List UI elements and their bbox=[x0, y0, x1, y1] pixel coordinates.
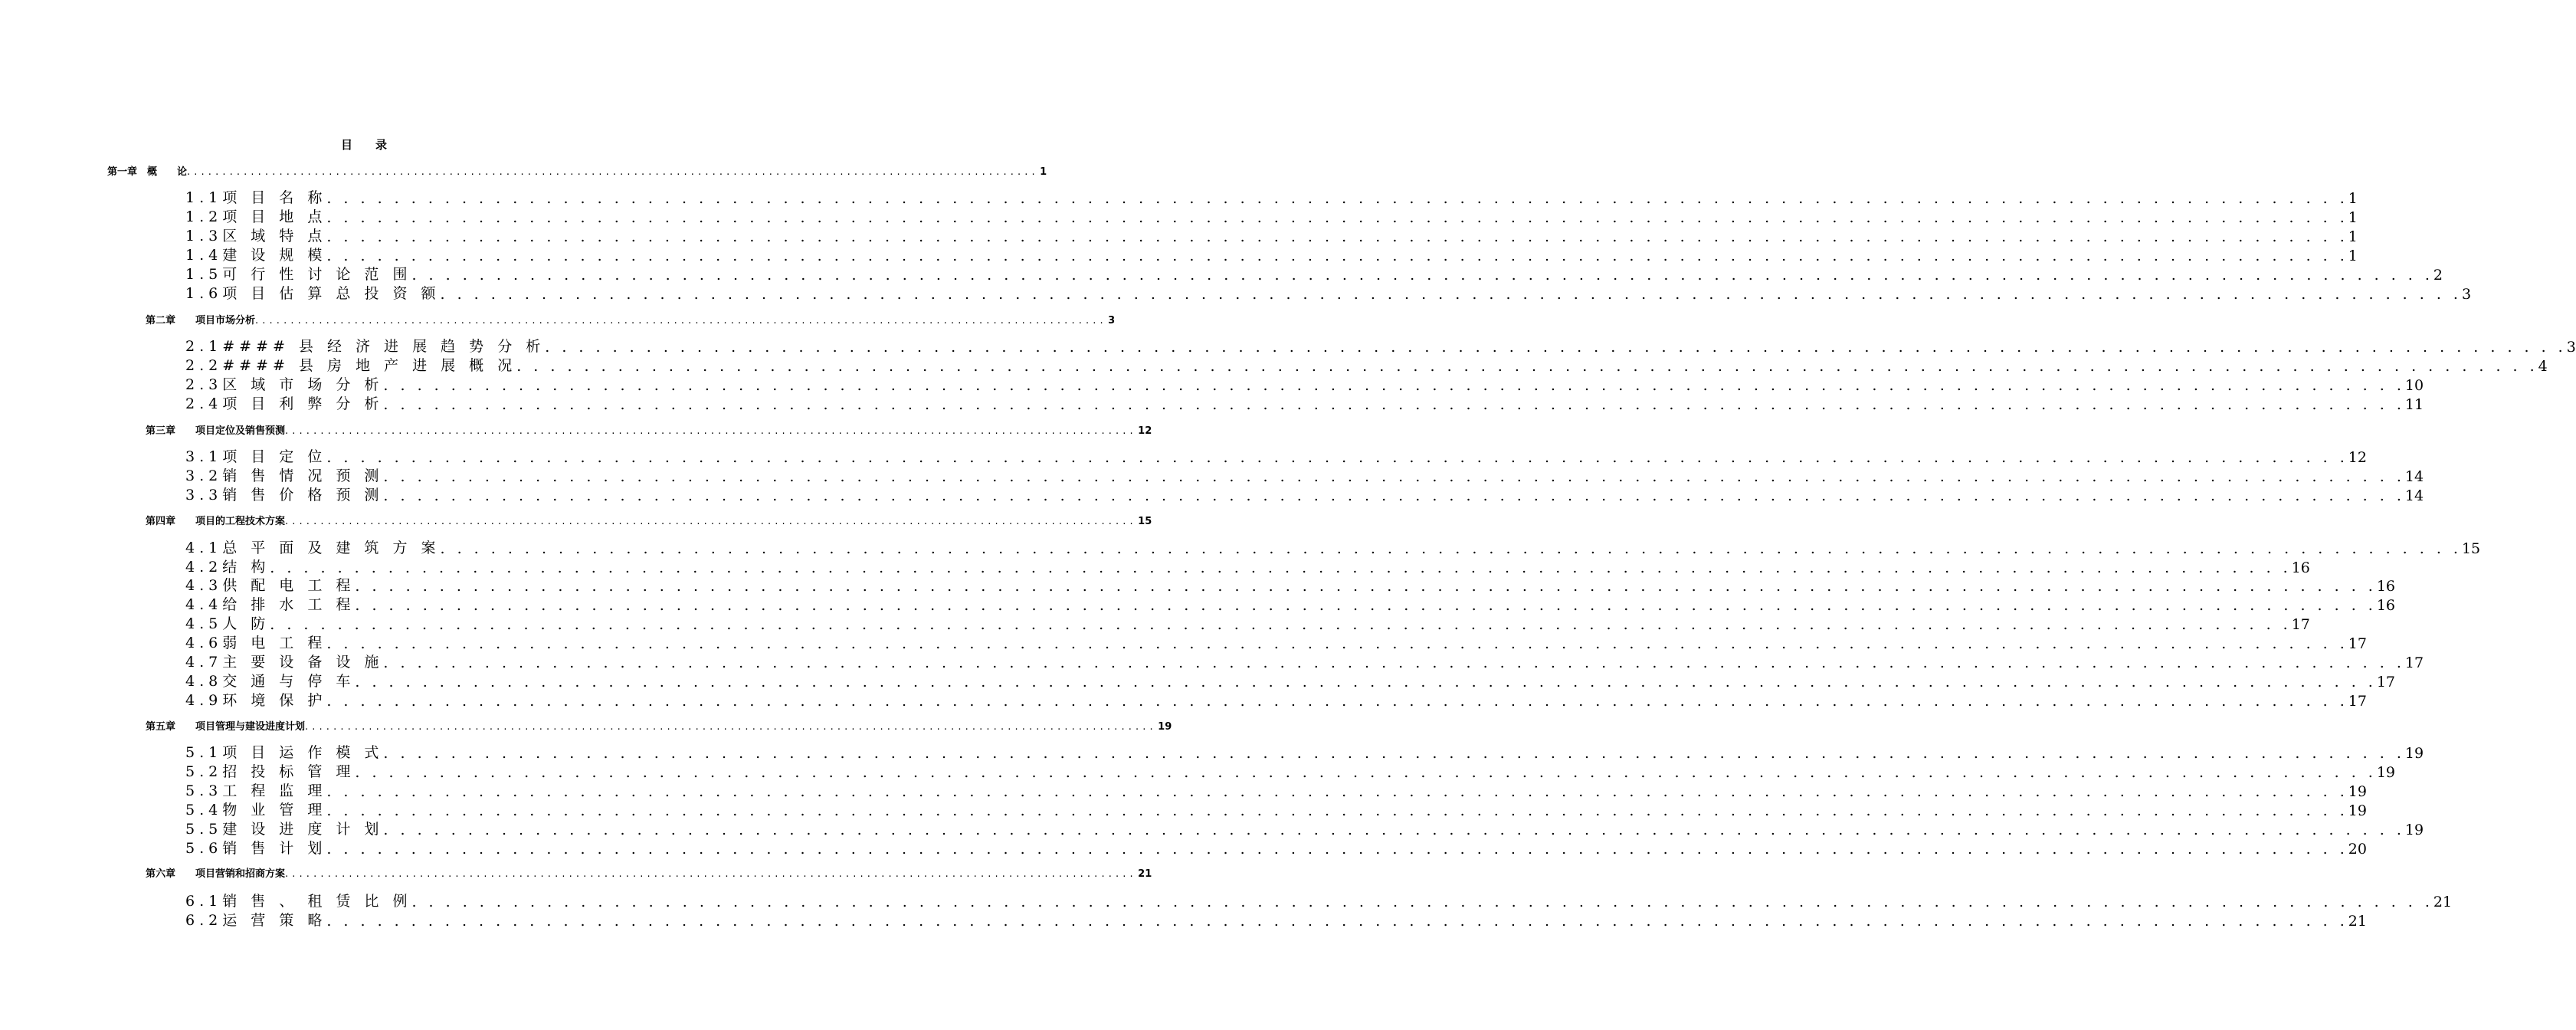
toc-section-entry[interactable] bbox=[185, 801, 2367, 819]
section-page-number: 17 bbox=[2404, 654, 2424, 671]
section-title: 5.1项 目 运 作 模 式 bbox=[185, 744, 384, 761]
dot-leader: . . . . . . . . . . . . . . . . . . . . . . . . . . . . . . . . . . . . . . . . . . . . . . . . . . . . . . . . . . . . . . . . . . . . . . . . . . . . . . . . . . . . . . . . . . . . . . . . . . . . . . . . . . . . . . . . . . . . . . . . bbox=[516, 358, 2538, 375]
chapter-page-number: 12 bbox=[1138, 425, 1152, 437]
dot-leader: . . . . . . . . . . . . . . . . . . . . . . . . . . . . . . . . . . . . . . . . . . . . . . . . . . . . . . . . . . . . . . . . . . . . . . . . . . . . . . . . . . . . . . . . . . . . . . . . . . . . . . . . . . . . . . . . . . . . . . . . bbox=[270, 559, 2292, 576]
toc-section-entry[interactable] bbox=[185, 820, 2424, 838]
toc-section-entry[interactable] bbox=[185, 763, 2396, 781]
section-page-number: 1 bbox=[2348, 248, 2358, 264]
dot-leader: . . . . . . . . . . . . . . . . . . . . . . . . . . . . . . . . . . . . . . . . . . . . . . . . . . . . . . . . . . . . . . . . . . . . . . . . . . . . . . . . . . . . . . . . . . . . . . . . . . . . . . . . . . . . . . . . . . . . . . . . bbox=[305, 721, 1154, 733]
toc-title: 目 录 bbox=[340, 138, 387, 152]
toc-chapter-entry[interactable] bbox=[146, 864, 1152, 880]
dot-leader: . . . . . . . . . . . . . . . . . . . . . . . . . . . . . . . . . . . . . . . . . . . . . . . . . . . . . . . . . . . . . . . . . . . . . . . . . . . . . . . . . . . . . . . . . . . . . . . . . . . . . . . . . . . . . . . . . . . . . . . . bbox=[326, 783, 2348, 800]
chapter-title: 第四章 项目的工程技术方案 bbox=[146, 516, 286, 527]
chapter-page-number: 3 bbox=[1108, 315, 1116, 326]
dot-leader: . . . . . . . . . . . . . . . . . . . . . . . . . . . . . . . . . . . . . . . . . . . . . . . . . . . . . . . . . . . . . . . . . . . . . . . . . . . . . . . . . . . . . . . . . . . . . . . . . . . . . . . . . . . . . . . . . . . . . . . . bbox=[411, 894, 2433, 910]
section-page-number: 1 bbox=[2348, 209, 2358, 226]
section-page-number: 21 bbox=[2348, 913, 2367, 930]
section-title: 2.1#### 县 经 济 进 展 趋 势 分 析 bbox=[185, 338, 546, 355]
section-page-number: 1 bbox=[2348, 190, 2358, 207]
toc-section-entry[interactable] bbox=[185, 839, 2367, 858]
section-title: 1.2项 目 地 点 bbox=[185, 208, 327, 225]
section-page-number: 16 bbox=[2291, 559, 2310, 576]
toc-section-entry[interactable] bbox=[185, 653, 2424, 671]
section-page-number: 21 bbox=[2433, 894, 2453, 910]
section-title: 4.4给 排 水 工 程 bbox=[185, 596, 356, 613]
section-title: 3.2销 售 情 况 预 测 bbox=[185, 467, 384, 484]
toc-chapter-entry[interactable] bbox=[146, 422, 1152, 437]
section-page-number: 19 bbox=[2348, 802, 2367, 819]
toc-section-entry[interactable] bbox=[185, 376, 2424, 394]
section-page-number: 14 bbox=[2404, 487, 2424, 504]
chapter-title: 第六章 项目营销和招商方案 bbox=[146, 868, 286, 880]
chapter-page-number: 15 bbox=[1138, 516, 1152, 527]
chapter-page-number: 19 bbox=[1158, 721, 1172, 733]
toc-section-entry[interactable] bbox=[185, 691, 2367, 710]
section-page-number: 17 bbox=[2348, 693, 2367, 710]
chapter-title: 第三章 项目定位及销售预测 bbox=[146, 425, 286, 437]
section-page-number: 11 bbox=[2404, 396, 2424, 413]
dot-leader: . . . . . . . . . . . . . . . . . . . . . . . . . . . . . . . . . . . . . . . . . . . . . . . . . . . . . . . . . . . . . . . . . . . . . . . . . . . . . . . . . . . . . . . . . . . . . . . . . . . . . . . . . . . . . . . . . . . . . . . . bbox=[326, 802, 2348, 819]
dot-leader: . . . . . . . . . . . . . . . . . . . . . . . . . . . . . . . . . . . . . . . . . . . . . . . . . . . . . . . . . . . . . . . . . . . . . . . . . . . . . . . . . . . . . . . . . . . . . . . . . . . . . . . . . . . . . . . . . . . . . . . . bbox=[270, 616, 2292, 633]
dot-leader: . . . . . . . . . . . . . . . . . . . . . . . . . . . . . . . . . . . . . . . . . . . . . . . . . . . . . . . . . . . . . . . . . . . . . . . . . . . . . . . . . . . . . . . . . . . . . . . . . . . . . . . . . . . . . . . . . . . . . . . . bbox=[545, 339, 2567, 356]
section-title: 1.1项 目 名 称 bbox=[185, 189, 327, 206]
chapter-page-number: 21 bbox=[1138, 868, 1152, 880]
dot-leader: . . . . . . . . . . . . . . . . . . . . . . . . . . . . . . . . . . . . . . . . . . . . . . . . . . . . . . . . . . . . . . . . . . . . . . . . . . . . . . . . . . . . . . . . . . . . . . . . . . . . . . . . . . . . . . . . . . . . . . . . bbox=[355, 597, 2377, 614]
dot-leader: . . . . . . . . . . . . . . . . . . . . . . . . . . . . . . . . . . . . . . . . . . . . . . . . . . . . . . . . . . . . . . . . . . . . . . . . . . . . . . . . . . . . . . . . . . . . . . . . . . . . . . . . . . . . . . . . . . . . . . . . bbox=[383, 487, 2405, 504]
toc-section-entry[interactable] bbox=[185, 208, 2358, 226]
section-title: 4.6弱 电 工 程 bbox=[185, 635, 327, 651]
toc-section-entry[interactable] bbox=[185, 911, 2367, 930]
toc-section-entry[interactable] bbox=[185, 539, 2481, 557]
section-page-number: 19 bbox=[2404, 745, 2424, 762]
toc-section-entry[interactable] bbox=[185, 672, 2396, 690]
section-title: 5.5建 设 进 度 计 划 bbox=[185, 821, 384, 838]
dot-leader: . . . . . . . . . . . . . . . . . . . . . . . . . . . . . . . . . . . . . . . . . . . . . . . . . . . . . . . . . . . . . . . . . . . . . . . . . . . . . . . . . . . . . . . . . . . . . . . . . . . . . . . . . . . . . . . . . . . . . . . . bbox=[355, 674, 2377, 690]
dot-leader: . . . . . . . . . . . . . . . . . . . . . . . . . . . . . . . . . . . . . . . . . . . . . . . . . . . . . . . . . . . . . . . . . . . . . . . . . . . . . . . . . . . . . . . . . . . . . . . . . . . . . . . . . . . . . . . . . . . . . . . . bbox=[285, 516, 1134, 527]
dot-leader: . . . . . . . . . . . . . . . . . . . . . . . . . . . . . . . . . . . . . . . . . . . . . . . . . . . . . . . . . . . . . . . . . . . . . . . . . . . . . . . . . . . . . . . . . . . . . . . . . . . . . . . . . . . . . . . . . . . . . . . . bbox=[326, 228, 2348, 245]
section-title: 1.6项 目 估 算 总 投 资 额 bbox=[185, 285, 441, 302]
toc-section-entry[interactable] bbox=[185, 615, 2310, 633]
dot-leader: . . . . . . . . . . . . . . . . . . . . . . . . . . . . . . . . . . . . . . . . . . . . . . . . . . . . . . . . . . . . . . . . . . . . . . . . . . . . . . . . . . . . . . . . . . . . . . . . . . . . . . . . . . . . . . . . . . . . . . . . bbox=[411, 267, 2433, 284]
dot-leader: . . . . . . . . . . . . . . . . . . . . . . . . . . . . . . . . . . . . . . . . . . . . . . . . . . . . . . . . . . . . . . . . . . . . . . . . . . . . . . . . . . . . . . . . . . . . . . . . . . . . . . . . . . . . . . . . . . . . . . . . bbox=[326, 190, 2348, 207]
section-title: 2.2#### 县 房 地 产 进 展 概 况 bbox=[185, 357, 517, 374]
toc-section-entry[interactable] bbox=[185, 227, 2358, 245]
dot-leader: . . . . . . . . . . . . . . . . . . . . . . . . . . . . . . . . . . . . . . . . . . . . . . . . . . . . . . . . . . . . . . . . . . . . . . . . . . . . . . . . . . . . . . . . . . . . . . . . . . . . . . . . . . . . . . . . . . . . . . . . bbox=[355, 578, 2377, 595]
toc-section-entry[interactable] bbox=[185, 595, 2396, 614]
section-title: 3.3销 售 价 格 预 测 bbox=[185, 487, 384, 504]
section-page-number: 16 bbox=[2376, 578, 2396, 595]
section-page-number: 17 bbox=[2376, 674, 2396, 690]
section-title: 4.1总 平 面 及 建 筑 方 案 bbox=[185, 540, 441, 556]
section-page-number: 19 bbox=[2376, 764, 2396, 781]
toc-section-entry[interactable] bbox=[185, 284, 2472, 303]
dot-leader: . . . . . . . . . . . . . . . . . . . . . . . . . . . . . . . . . . . . . . . . . . . . . . . . . . . . . . . . . . . . . . . . . . . . . . . . . . . . . . . . . . . . . . . . . . . . . . . . . . . . . . . . . . . . . . . . . . . . . . . . bbox=[440, 286, 2462, 303]
chapter-title: 第一章 概 论 bbox=[107, 166, 188, 178]
dot-leader: . . . . . . . . . . . . . . . . . . . . . . . . . . . . . . . . . . . . . . . . . . . . . . . . . . . . . . . . . . . . . . . . . . . . . . . . . . . . . . . . . . . . . . . . . . . . . . . . . . . . . . . . . . . . . . . . . . . . . . . . bbox=[326, 209, 2348, 226]
toc-section-entry[interactable] bbox=[185, 356, 2548, 375]
section-title: 6.2运 营 策 略 bbox=[185, 912, 327, 929]
chapter-title: 第五章 项目管理与建设进度计划 bbox=[146, 721, 306, 733]
section-title: 2.4项 目 利 弊 分 析 bbox=[185, 395, 384, 412]
toc-section-entry[interactable] bbox=[185, 743, 2424, 762]
section-page-number: 14 bbox=[2404, 468, 2424, 485]
section-page-number: 1 bbox=[2348, 228, 2358, 245]
dot-leader: . . . . . . . . . . . . . . . . . . . . . . . . . . . . . . . . . . . . . . . . . . . . . . . . . . . . . . . . . . . . . . . . . . . . . . . . . . . . . . . . . . . . . . . . . . . . . . . . . . . . . . . . . . . . . . . . . . . . . . . . bbox=[383, 745, 2405, 762]
dot-leader: . . . . . . . . . . . . . . . . . . . . . . . . . . . . . . . . . . . . . . . . . . . . . . . . . . . . . . . . . . . . . . . . . . . . . . . . . . . . . . . . . . . . . . . . . . . . . . . . . . . . . . . . . . . . . . . . . . . . . . . . bbox=[383, 468, 2405, 485]
section-page-number: 15 bbox=[2461, 540, 2481, 557]
dot-leader: . . . . . . . . . . . . . . . . . . . . . . . . . . . . . . . . . . . . . . . . . . . . . . . . . . . . . . . . . . . . . . . . . . . . . . . . . . . . . . . . . . . . . . . . . . . . . . . . . . . . . . . . . . . . . . . . . . . . . . . . bbox=[326, 693, 2348, 710]
toc-chapter-entry[interactable] bbox=[146, 717, 1172, 733]
section-title: 6.1销 售 、 租 赁 比 例 bbox=[185, 893, 412, 910]
section-page-number: 20 bbox=[2348, 841, 2367, 858]
toc-section-entry[interactable] bbox=[185, 486, 2424, 504]
dot-leader: . . . . . . . . . . . . . . . . . . . . . . . . . . . . . . . . . . . . . . . . . . . . . . . . . . . . . . . . . . . . . . . . . . . . . . . . . . . . . . . . . . . . . . . . . . . . . . . . . . . . . . . . . . . . . . . . . . . . . . . . bbox=[383, 822, 2405, 838]
section-title: 1.4建 设 规 模 bbox=[185, 247, 327, 264]
toc-chapter-entry[interactable] bbox=[146, 512, 1152, 527]
toc-section-entry[interactable] bbox=[185, 246, 2358, 264]
section-page-number: 2 bbox=[2433, 267, 2443, 284]
dot-leader: . . . . . . . . . . . . . . . . . . . . . . . . . . . . . . . . . . . . . . . . . . . . . . . . . . . . . . . . . . . . . . . . . . . . . . . . . . . . . . . . . . . . . . . . . . . . . . . . . . . . . . . . . . . . . . . . . . . . . . . . bbox=[326, 449, 2348, 466]
section-title: 5.6销 售 计 划 bbox=[185, 840, 327, 857]
section-page-number: 4 bbox=[2538, 358, 2548, 375]
dot-leader: . . . . . . . . . . . . . . . . . . . . . . . . . . . . . . . . . . . . . . . . . . . . . . . . . . . . . . . . . . . . . . . . . . . . . . . . . . . . . . . . . . . . . . . . . . . . . . . . . . . . . . . . . . . . . . . . . . . . . . . . bbox=[440, 540, 2462, 557]
dot-leader: . . . . . . . . . . . . . . . . . . . . . . . . . . . . . . . . . . . . . . . . . . . . . . . . . . . . . . . . . . . . . . . . . . . . . . . . . . . . . . . . . . . . . . . . . . . . . . . . . . . . . . . . . . . . . . . . . . . . . . . . bbox=[187, 166, 1036, 178]
toc-section-entry[interactable] bbox=[185, 265, 2443, 284]
dot-leader: . . . . . . . . . . . . . . . . . . . . . . . . . . . . . . . . . . . . . . . . . . . . . . . . . . . . . . . . . . . . . . . . . . . . . . . . . . . . . . . . . . . . . . . . . . . . . . . . . . . . . . . . . . . . . . . . . . . . . . . . bbox=[255, 315, 1104, 326]
chapter-title: 第二章 项目市场分析 bbox=[146, 315, 256, 326]
section-title: 4.5人 防 bbox=[185, 615, 270, 632]
dot-leader: . . . . . . . . . . . . . . . . . . . . . . . . . . . . . . . . . . . . . . . . . . . . . . . . . . . . . . . . . . . . . . . . . . . . . . . . . . . . . . . . . . . . . . . . . . . . . . . . . . . . . . . . . . . . . . . . . . . . . . . . bbox=[326, 841, 2348, 858]
section-title: 2.3区 域 市 场 分 析 bbox=[185, 376, 384, 393]
dot-leader: . . . . . . . . . . . . . . . . . . . . . . . . . . . . . . . . . . . . . . . . . . . . . . . . . . . . . . . . . . . . . . . . . . . . . . . . . . . . . . . . . . . . . . . . . . . . . . . . . . . . . . . . . . . . . . . . . . . . . . . . bbox=[326, 635, 2348, 652]
dot-leader: . . . . . . . . . . . . . . . . . . . . . . . . . . . . . . . . . . . . . . . . . . . . . . . . . . . . . . . . . . . . . . . . . . . . . . . . . . . . . . . . . . . . . . . . . . . . . . . . . . . . . . . . . . . . . . . . . . . . . . . . bbox=[326, 913, 2348, 930]
toc-section-entry[interactable] bbox=[185, 576, 2396, 595]
dot-leader: . . . . . . . . . . . . . . . . . . . . . . . . . . . . . . . . . . . . . . . . . . . . . . . . . . . . . . . . . . . . . . . . . . . . . . . . . . . . . . . . . . . . . . . . . . . . . . . . . . . . . . . . . . . . . . . . . . . . . . . . bbox=[383, 377, 2405, 394]
chapter-page-number: 1 bbox=[1040, 166, 1047, 178]
toc-section-entry[interactable] bbox=[185, 892, 2453, 910]
section-page-number: 12 bbox=[2348, 449, 2367, 466]
toc-chapter-entry[interactable] bbox=[146, 311, 1116, 326]
section-title: 4.3供 配 电 工 程 bbox=[185, 577, 356, 594]
section-page-number: 3 bbox=[2461, 286, 2472, 303]
toc-section-entry[interactable] bbox=[185, 782, 2367, 800]
section-page-number: 17 bbox=[2348, 635, 2367, 652]
section-title: 3.1项 目 定 位 bbox=[185, 448, 327, 465]
section-page-number: 19 bbox=[2404, 822, 2424, 838]
section-title: 5.2招 投 标 管 理 bbox=[185, 763, 356, 780]
dot-leader: . . . . . . . . . . . . . . . . . . . . . . . . . . . . . . . . . . . . . . . . . . . . . . . . . . . . . . . . . . . . . . . . . . . . . . . . . . . . . . . . . . . . . . . . . . . . . . . . . . . . . . . . . . . . . . . . . . . . . . . . bbox=[383, 396, 2405, 413]
toc-section-entry[interactable] bbox=[185, 189, 2358, 207]
dot-leader: . . . . . . . . . . . . . . . . . . . . . . . . . . . . . . . . . . . . . . . . . . . . . . . . . . . . . . . . . . . . . . . . . . . . . . . . . . . . . . . . . . . . . . . . . . . . . . . . . . . . . . . . . . . . . . . . . . . . . . . . bbox=[326, 248, 2348, 264]
toc-section-entry[interactable] bbox=[185, 634, 2367, 652]
toc-section-entry[interactable] bbox=[185, 395, 2424, 413]
section-title: 4.8交 通 与 停 车 bbox=[185, 673, 356, 690]
section-title: 4.2结 构 bbox=[185, 559, 270, 576]
section-page-number: 16 bbox=[2376, 597, 2396, 614]
dot-leader: . . . . . . . . . . . . . . . . . . . . . . . . . . . . . . . . . . . . . . . . . . . . . . . . . . . . . . . . . . . . . . . . . . . . . . . . . . . . . . . . . . . . . . . . . . . . . . . . . . . . . . . . . . . . . . . . . . . . . . . . bbox=[285, 868, 1134, 880]
toc-section-entry[interactable] bbox=[185, 467, 2424, 485]
toc-section-entry[interactable] bbox=[185, 337, 2576, 356]
toc-section-entry[interactable] bbox=[185, 448, 2367, 466]
section-page-number: 19 bbox=[2348, 783, 2367, 800]
dot-leader: . . . . . . . . . . . . . . . . . . . . . . . . . . . . . . . . . . . . . . . . . . . . . . . . . . . . . . . . . . . . . . . . . . . . . . . . . . . . . . . . . . . . . . . . . . . . . . . . . . . . . . . . . . . . . . . . . . . . . . . . bbox=[285, 425, 1134, 437]
section-title: 5.3工 程 监 理 bbox=[185, 782, 327, 799]
dot-leader: . . . . . . . . . . . . . . . . . . . . . . . . . . . . . . . . . . . . . . . . . . . . . . . . . . . . . . . . . . . . . . . . . . . . . . . . . . . . . . . . . . . . . . . . . . . . . . . . . . . . . . . . . . . . . . . . . . . . . . . . bbox=[383, 654, 2405, 671]
section-title: 4.7主 要 设 备 设 施 bbox=[185, 654, 384, 671]
section-title: 1.3区 域 特 点 bbox=[185, 228, 327, 244]
toc-chapter-entry[interactable] bbox=[107, 162, 1047, 178]
section-page-number: 3 bbox=[2566, 339, 2576, 356]
section-page-number: 10 bbox=[2404, 377, 2424, 394]
section-page-number: 17 bbox=[2291, 616, 2310, 633]
dot-leader: . . . . . . . . . . . . . . . . . . . . . . . . . . . . . . . . . . . . . . . . . . . . . . . . . . . . . . . . . . . . . . . . . . . . . . . . . . . . . . . . . . . . . . . . . . . . . . . . . . . . . . . . . . . . . . . . . . . . . . . . bbox=[355, 764, 2377, 781]
section-title: 5.4物 业 管 理 bbox=[185, 802, 327, 818]
section-title: 4.9环 境 保 护 bbox=[185, 692, 327, 709]
section-title: 1.5可 行 性 讨 论 范 围 bbox=[185, 266, 412, 283]
